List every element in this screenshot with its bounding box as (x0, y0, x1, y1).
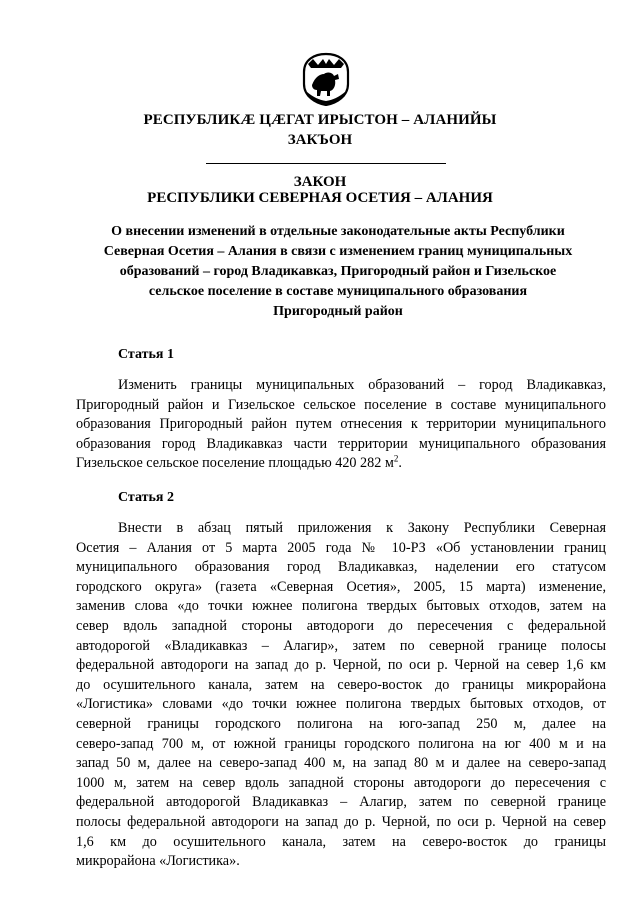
article-2-line: северо-запад 700 м, от южной границы городского полигона на юг 400 м и на (76, 735, 606, 752)
republic-name-ossetian: РЕСПУБЛИКÆ ЦÆГАТ ИРЫСТОН – АЛАНИЙЫ (143, 112, 497, 128)
article-1-line: Изменить границы муниципальных образований – город Владикавказ, (118, 377, 606, 393)
article-2-line: Внести в абзац пятый приложения к Закону Республики Северная (118, 520, 606, 536)
subject-line: О внесении изменений в отдельные законодательные акты Республики (111, 224, 565, 239)
article-1-end: . (398, 455, 402, 472)
article-2-line: запад 50 м, далее на северо-запад 400 м, на запад 80 м и далее на северо-запад (76, 755, 606, 772)
subject-line: образований – город Владикавказ, Пригородный район и Гизельское (119, 264, 557, 279)
subject-line: Северная Осетия – Алания в связи с изменением границ муниципальных (103, 244, 573, 259)
article-2-line: федеральной автодороги на запад до р. Черной, по оси р. Черной на север 1,6 км (76, 657, 606, 674)
law-subject-title (78, 222, 598, 322)
article-2-line: заменив слова «до точки южнее полигона твердых бытовых отходов, затем на (76, 598, 606, 615)
article-2-line: полосы федеральной автодороги на запад до р. Черной, по оси р. Черной на север (76, 813, 606, 830)
article-1-line: образования город Владикавказ части территории муниципального образования (76, 435, 606, 452)
law-title-russian: ЗАКОН (293, 174, 347, 190)
article-2-line: микрорайона «Логистика». (76, 853, 240, 870)
article-2-line: автодорогой «Владикавказ – Алагир», затем по северной границе полосы (76, 637, 606, 654)
article-2-line: федеральной автодорогой Владикавказ – Алагир, затем по северной границе (76, 794, 606, 811)
article-2-line: 1,6 км до осушительного канала, затем на северо-восток до границы (76, 833, 606, 850)
article-2-line: до осушительного канала, затем на северо-восток до границы микрорайона (76, 676, 606, 693)
article-2-text (76, 519, 606, 872)
subject-line: Пригородный район (273, 304, 403, 319)
article-2-line: север вдоль западной стороны автодороги до пересечения с федеральной (76, 617, 606, 634)
article-1-last-line (76, 454, 606, 474)
law-title-ossetian: ЗАКЪОН (287, 132, 353, 148)
article-1-line: Гизельское сельское поселение площадью 420 282 м (76, 455, 394, 472)
article-2-line: Осетия – Алания от 5 марта 2005 года № 10-РЗ «Об установлении границ (76, 539, 606, 556)
coat-of-arms-emblem (301, 52, 351, 106)
republic-name-russian: РЕСПУБЛИКИ СЕВЕРНАЯ ОСЕТИЯ – АЛАНИЯ (147, 190, 493, 206)
subject-line: сельское поселение в составе муниципального образования (148, 284, 528, 299)
article-2-line: «Логистика» словами «до точки южнее полигона твердых бытовых отходов, от (76, 696, 606, 713)
article-2-line: городского округа» (газета «Северная Осетия», 2005, 15 марта) изменение, (76, 578, 606, 595)
article-1-text (76, 376, 606, 474)
article-1-heading: Статья 1 (118, 347, 174, 362)
article-1-line: образования Пригородный район путем отнесения к территории муниципального (76, 416, 606, 433)
article-2-line: муниципального образования город Владикавказ, наделении его статусом (76, 559, 606, 576)
header-divider (206, 163, 446, 164)
article-1-line: Пригородный район и Гизельское сельское поселение в составе муниципального (76, 396, 606, 413)
area-unit-superscript: 2 (393, 453, 399, 464)
article-2-heading: Статья 2 (118, 490, 174, 505)
article-2-line: северной границы городского полигона на юго-запад 250 м, далее на (76, 715, 606, 732)
article-2-line: 1000 м, затем на север вдоль западной стороны автодороги до пересечения с (76, 774, 606, 791)
